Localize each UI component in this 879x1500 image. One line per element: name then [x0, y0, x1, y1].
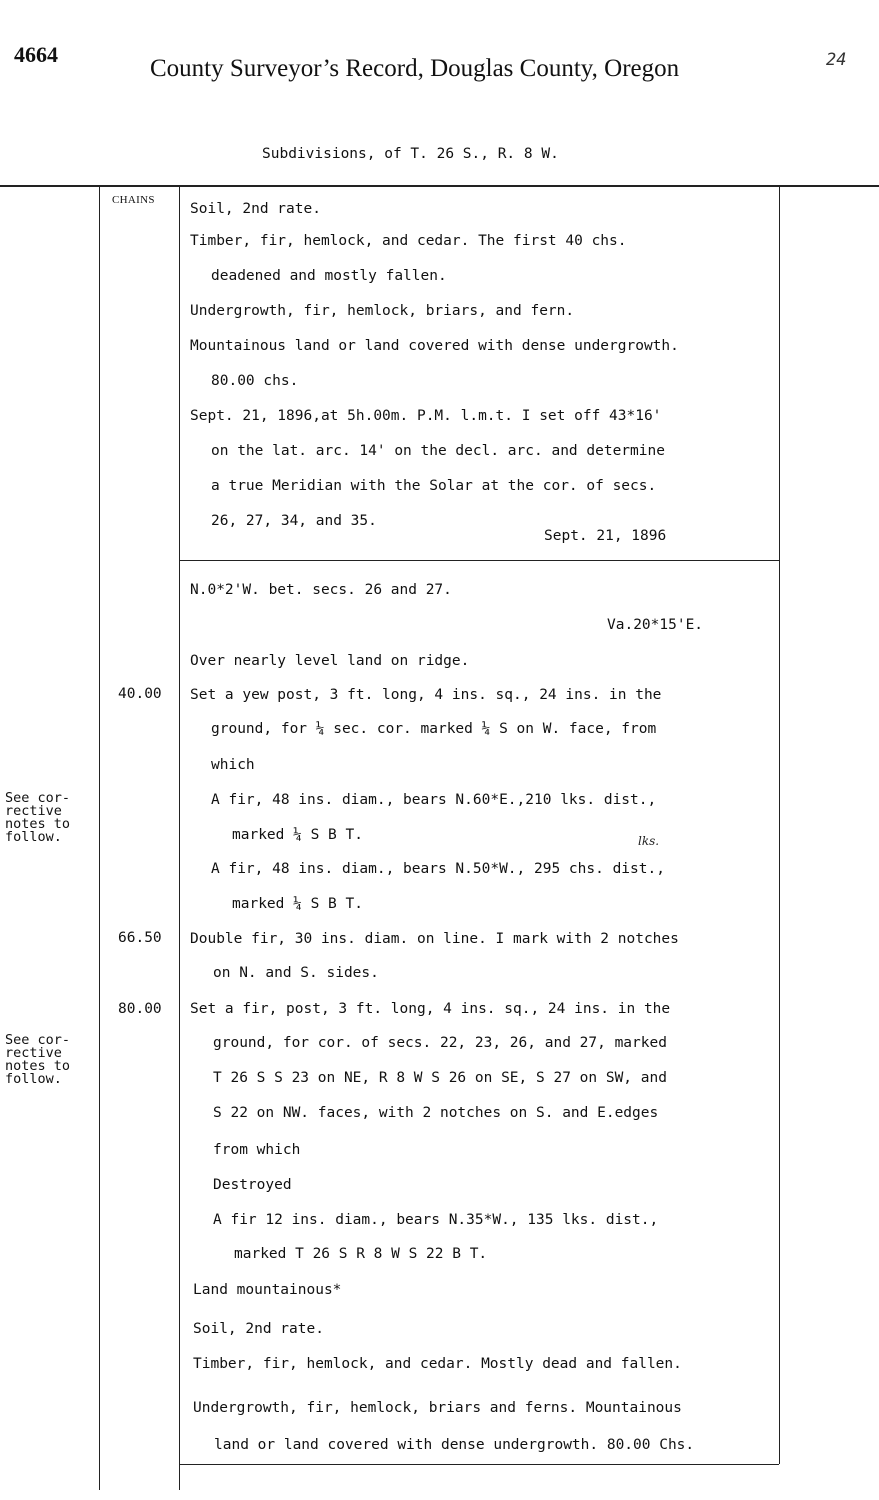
record-line: Timber, fir, hemlock, and cedar. Mostly dead and fallen.	[193, 1356, 682, 1372]
record-line: from which	[213, 1142, 301, 1158]
record-line: a true Meridian with the Solar at the cor. of secs.	[211, 478, 657, 494]
corrective-side-note	[5, 792, 100, 844]
record-line: Undergrowth, fir, hemlock, briars, and fern.	[190, 303, 575, 319]
record-line: A fir, 48 ins. diam., bears N.50*W., 295 chs. dist.,	[211, 861, 665, 877]
record-line: A fir, 48 ins. diam., bears N.60*E.,210 lks. dist.,	[211, 792, 657, 808]
record-line: A fir 12 ins. diam., bears N.35*W., 135 lks. dist.,	[213, 1212, 659, 1228]
header-rule	[0, 185, 879, 187]
handwritten-correction: lks.	[638, 834, 660, 848]
record-line: marked ¼ S B T.	[232, 827, 363, 843]
side-note-line: notes to	[5, 816, 71, 832]
page-subtitle: Subdivisions, of T. 26 S., R. 8 W.	[262, 146, 559, 162]
record-line: Soil, 2nd rate.	[190, 201, 321, 217]
notes-column-left-rule	[179, 186, 180, 1490]
notes-column-right-rule	[779, 186, 780, 1464]
variation-value: Va.20*15'E.	[607, 617, 704, 633]
record-line: ground, for cor. of secs. 22, 23, 26, and 27, marked	[213, 1035, 667, 1051]
side-note-line: See cor-	[5, 1032, 71, 1048]
record-line: Set a fir, post, 3 ft. long, 4 ins. sq., 24 ins. in the	[190, 1001, 671, 1017]
record-line: Soil, 2nd rate.	[193, 1321, 324, 1337]
entry-divider-bottom	[179, 1464, 779, 1465]
handwritten-page-mark: 24	[826, 50, 847, 70]
corrective-side-note	[5, 1034, 100, 1086]
side-note-line: follow.	[5, 1071, 62, 1087]
record-line: Undergrowth, fir, hemlock, briars and ferns. Mountainous	[193, 1400, 682, 1416]
side-note-line: rective	[5, 1045, 62, 1061]
record-line: deadened and mostly fallen.	[211, 268, 447, 284]
record-line: on N. and S. sides.	[213, 965, 379, 981]
record-line: marked ¼ S B T.	[232, 896, 363, 912]
record-line: land or land covered with dense undergrowth. 80.00 Chs.	[214, 1437, 695, 1453]
chain-value: 40.00	[118, 686, 162, 702]
record-line: Timber, fir, hemlock, and cedar. The first 40 chs.	[190, 233, 627, 249]
record-line: Land mountainous*	[193, 1282, 342, 1298]
side-note-line: rective	[5, 803, 62, 819]
record-line: ground, for ¼ sec. cor. marked ¼ S on W. face, from	[211, 721, 657, 737]
record-line: T 26 S S 23 on NE, R 8 W S 26 on SE, S 27 on SW, and	[213, 1070, 667, 1086]
record-line: which	[211, 757, 255, 773]
record-line: Double fir, 30 ins. diam. on line. I mark with 2 notches	[190, 931, 679, 947]
record-line: Mountainous land or land covered with dense undergrowth.	[190, 338, 679, 354]
record-line: Set a yew post, 3 ft. long, 4 ins. sq., 24 ins. in the	[190, 687, 662, 703]
side-note-line: notes to	[5, 1058, 71, 1074]
record-line: N.0*2'W. bet. secs. 26 and 27.	[190, 582, 452, 598]
chain-value: 66.50	[118, 930, 162, 946]
side-note-line: See cor-	[5, 790, 71, 806]
record-line: 80.00 chs.	[211, 373, 299, 389]
record-line: S 22 on NW. faces, with 2 notches on S. and E.edges	[213, 1105, 659, 1121]
page-number: 4664	[14, 42, 58, 67]
side-note-line: follow.	[5, 829, 62, 845]
page-title: County Surveyor’s Record, Douglas County, Oregon	[150, 55, 680, 82]
chains-column-header: CHAINS	[112, 194, 155, 206]
record-line: marked T 26 S R 8 W S 22 B T.	[234, 1246, 488, 1262]
entry-divider	[179, 560, 779, 561]
record-line: Destroyed	[213, 1177, 292, 1193]
record-line: 26, 27, 34, and 35.	[211, 513, 377, 529]
record-date: Sept. 21, 1896	[544, 528, 667, 544]
record-line: on the lat. arc. 14' on the decl. arc. and determine	[211, 443, 665, 459]
record-line: Over nearly level land on ridge.	[190, 653, 470, 669]
record-line: Sept. 21, 1896,at 5h.00m. P.M. l.m.t. I set off 43*16'	[190, 408, 662, 424]
chain-value: 80.00	[118, 1001, 162, 1017]
